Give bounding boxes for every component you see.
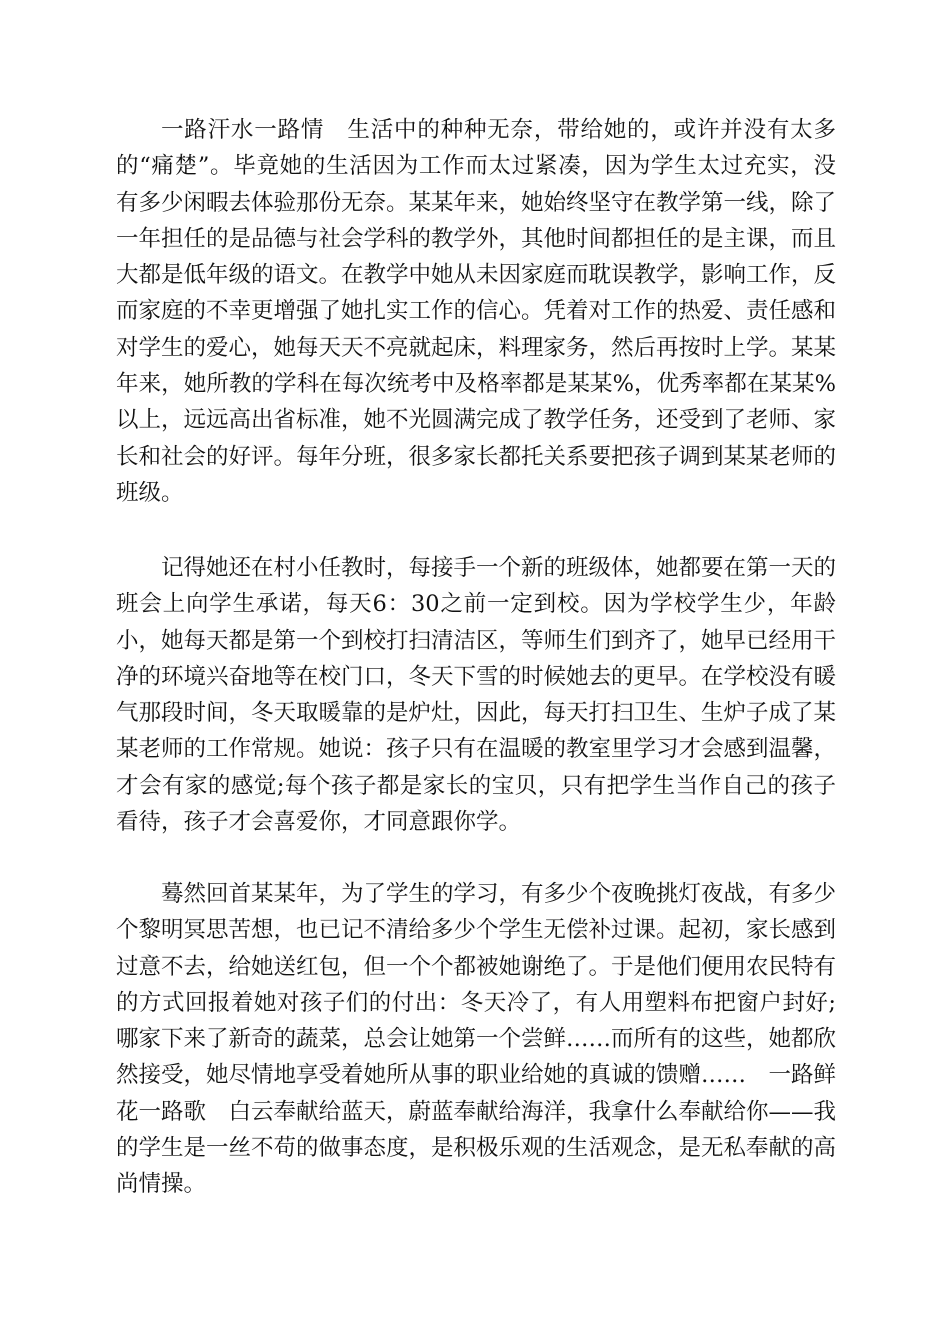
paragraph-1-container: [116, 112, 836, 511]
paragraph-1: 一路汗水一路情 生活中的种种无奈，带给她的，或许并没有太多的“痛楚”。毕竟她的生活因为工作而太过紧凑，因为学生太过充实，没有多少闲暇去体验那份无奈。某某年来，她始终坚守在教学第一线，除了一年担任的是品德与社会学科的教学外，其他时间都担任的是主课，而且大都是低年级的语文。在教学中她从未因家庭而耽误教学，影响工作，反而家庭的不幸更增强了她扎实工作的信心。凭着对工作的热爱、责任感和对学生的爱心，她每天天不亮就起床，料理家务，然后再按时上学。某某年来，她所教的学科在每次统考中及格率都是某某%，优秀率都在某某%以上，远远高出省标准，她不光圆满完成了教学任务，还受到了老师、家长和社会的好评。每年分班，很多家长都托关系要把孩子调到某某老师的班级。: [116, 117, 837, 506]
paragraph-3: 蓦然回首某某年，为了学生的学习，有多少个夜晚挑灯夜战，有多少个黎明冥思苦想，也已记不清给多少个学生无偿补过课。起初，家长感到过意不去，给她送红包，但一个个都被她谢绝了。于是他们便用农民特有的方式回报着她对孩子们的付出：冬天冷了，有人用塑料布把窗户封好;哪家下来了新奇的蔬菜，总会让她第一个尝鲜……而所有的这些，她都欣然接受，她尽情地享受着她所从事的职业给她的真诚的馈赠…… 一路鲜花一路歌 白云奉献给蓝天，蔚蓝奉献给海洋，我拿什么奉献给你——我的学生是一丝不苟的做事态度，是积极乐观的生活观念，是无私奉献的高尚情操。: [116, 881, 837, 1198]
paragraph-2: 记得她还在村小任教时，每接手一个新的班级体，她都要在第一天的班会上向学生承诺，每天6：30之前一定到校。因为学校学生少，年龄小，她每天都是第一个到校打扫清洁区，等师生们到齐了，她早已经用干净的环境兴奋地等在校门口，冬天下雪的时候她去的更早。在学校没有暖气那段时间，冬天取暖靠的是炉灶，因此，每天打扫卫生、生炉子成了某某老师的工作常规。她说：孩子只有在温暖的教室里学习才会感到温馨，才会有家的感觉;每个孩子都是家长的宝贝，只有把学生当作自己的孩子看待，孩子才会喜爱你，才同意跟你学。: [116, 555, 837, 836]
paragraph-3-container: [116, 876, 836, 1203]
paragraph-2-container: [116, 550, 836, 840]
